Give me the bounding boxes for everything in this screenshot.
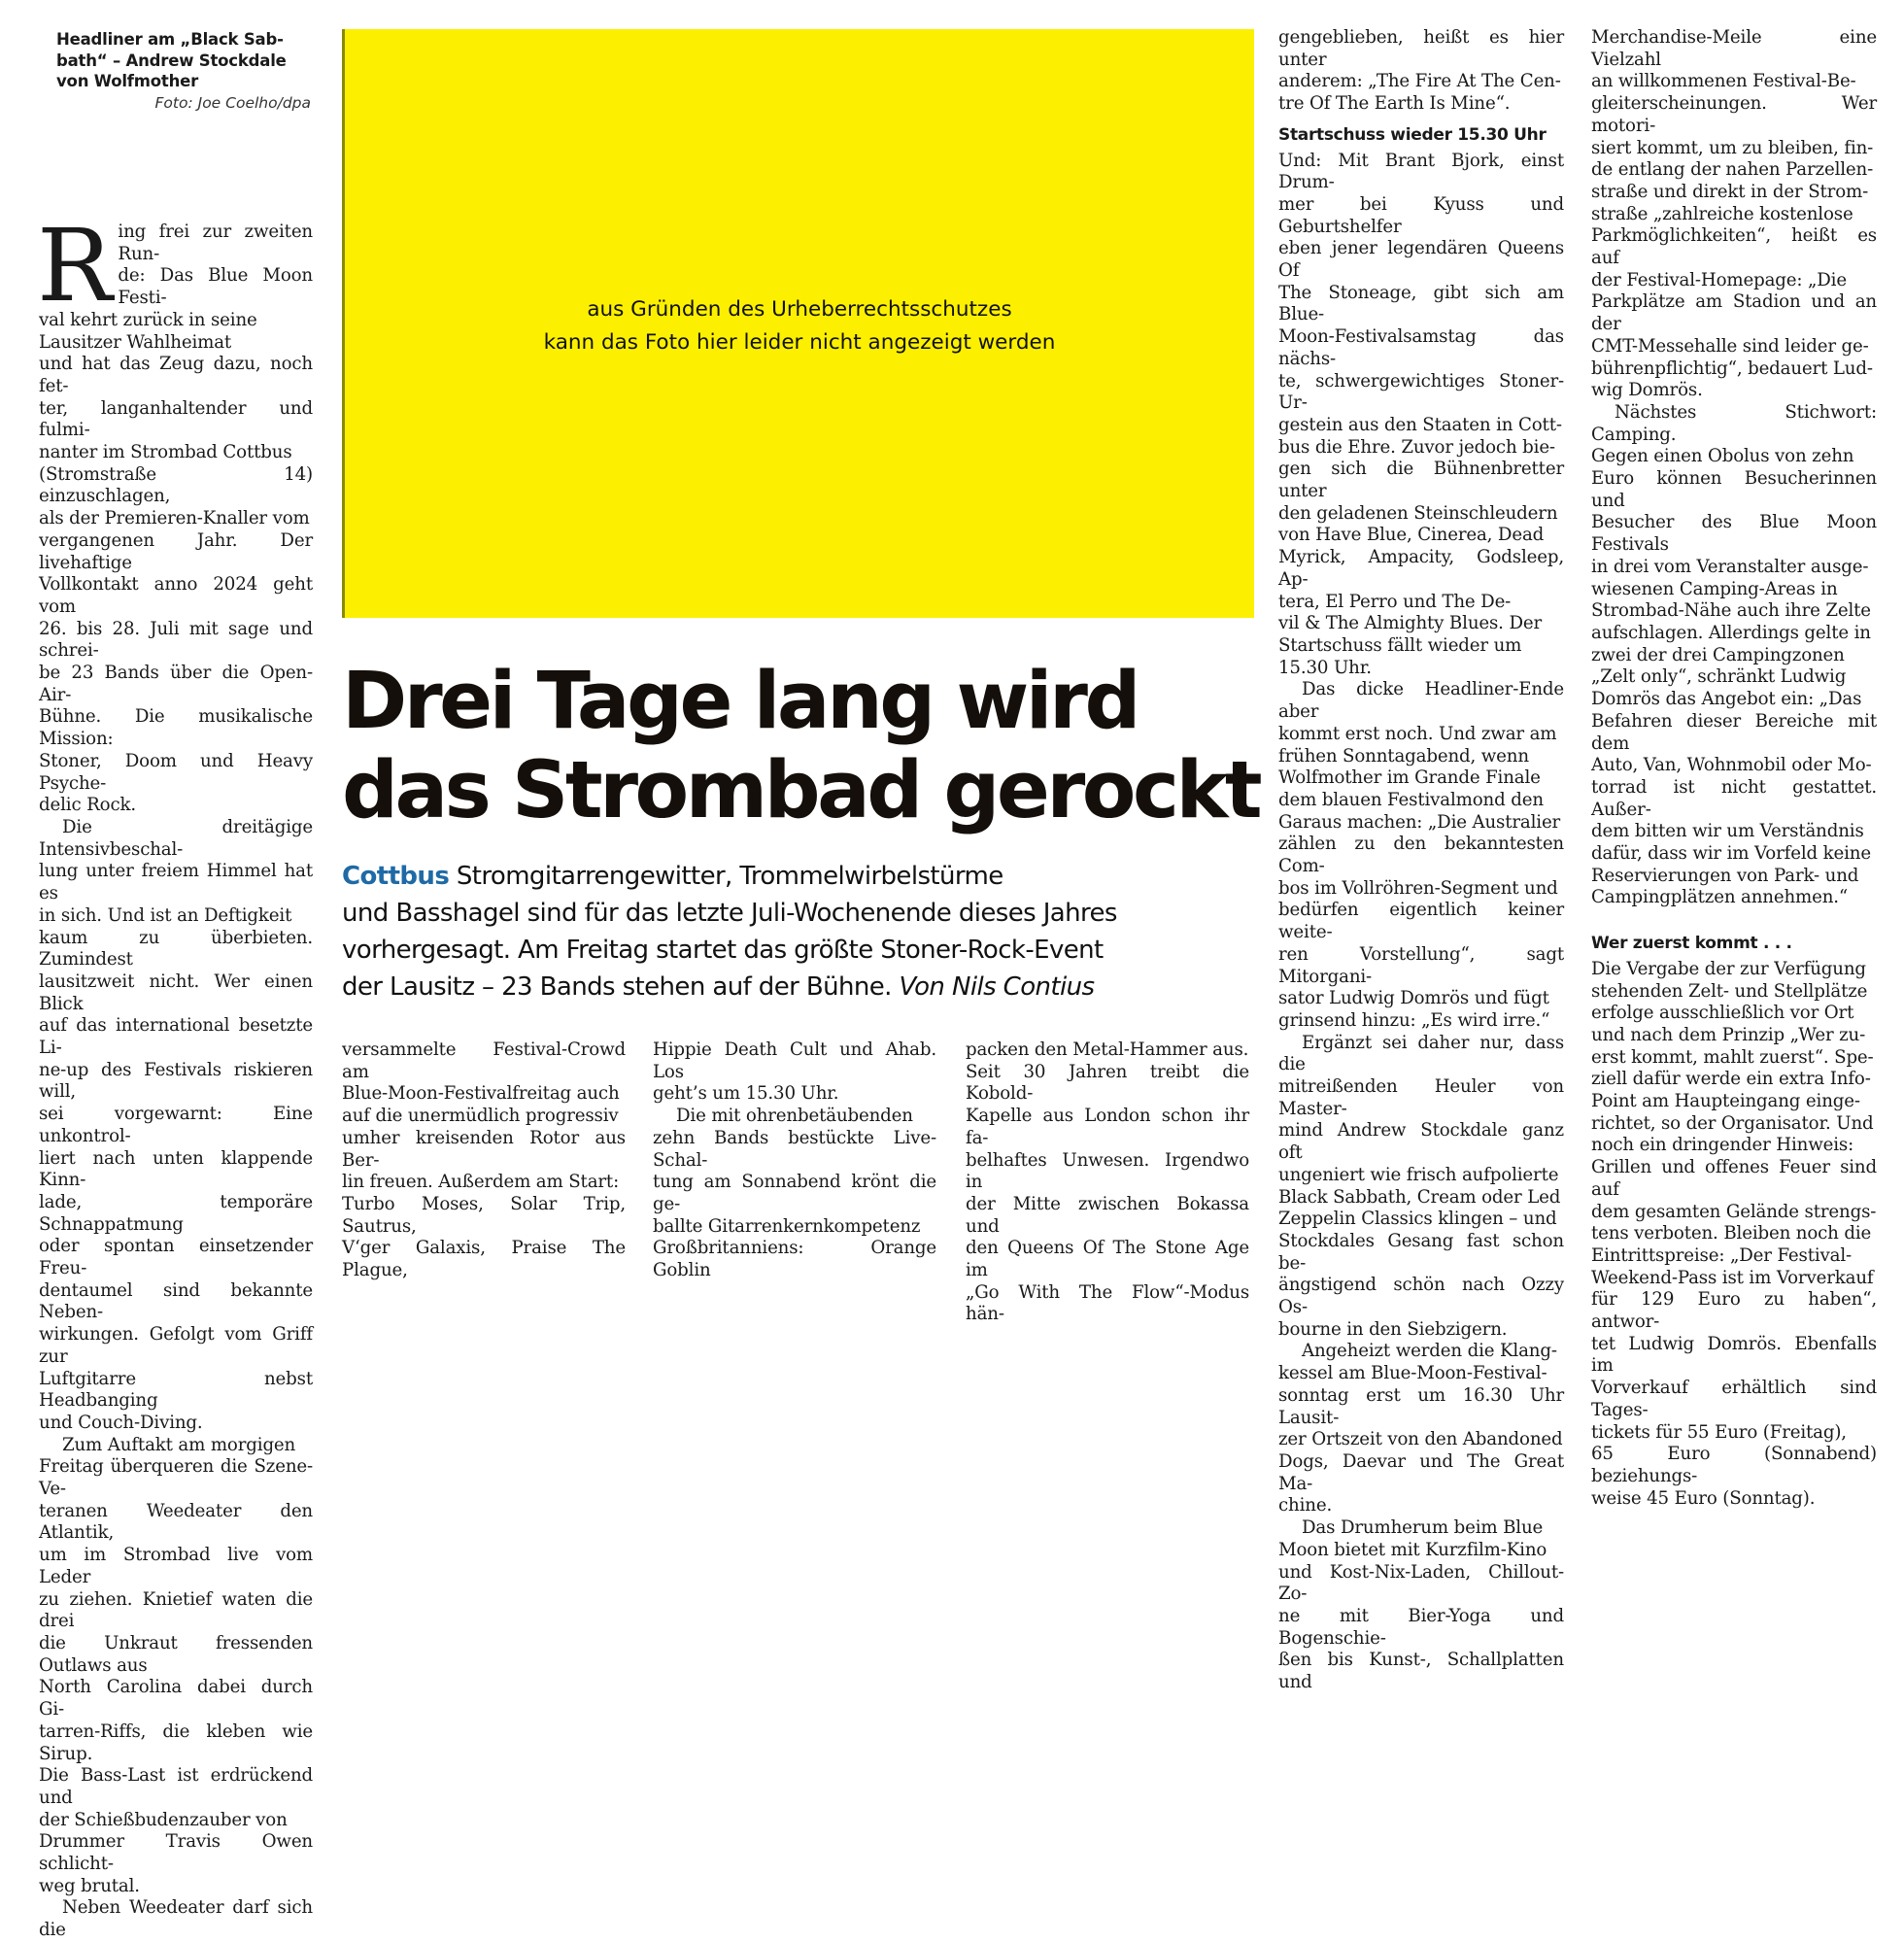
paragraph: versammelte Festival-Crowd am Blue-Moon-Festivalfreitag auch auf die unermüdlich progressiv umher kreisenden Rotor aus Ber- lin freuen. Außerdem am Start: Turbo Moses, Solar Trip, Sautrus, V‘ger Galaxis, Praise The Plague,	[342, 1039, 626, 1281]
paragraph: Zum Auftakt am morgigen Freitag überqueren die Szene-Ve- teranen Weedeater den Atlantik, um im Strombad live vom Leder zu ziehen. Knietief waten die drei die Unkraut fressenden Outlaws aus North Carolina dabei durch Gi- tarren-Riffs, die kleben wie Sirup. Die Bass-Last ist erdrückend und der Schießbudenzauber von Drummer Travis Owen schlicht- weg brutal.	[39, 1434, 313, 1896]
article-column-5	[1278, 27, 1564, 1694]
dateline-place: Cottbus	[342, 862, 450, 891]
paragraph: Ergänzt sei daher nur, dass die mitreißenden Heuler von Master- mind Andrew Stockdale ganz oft ungeniert wie frisch aufpolierte Black Sabbath, Cream oder Led Zeppelin Classics klingen – und Stockdales Gesang fast schon be- ängstigend schön nach Ozzy Os- bourne in den Siebzigern.	[1278, 1032, 1564, 1340]
paragraph: Neben Weedeater darf sich die	[39, 1897, 313, 1941]
copyright-notice-line-2: kann das Foto hier leider nicht angezeigt werden	[543, 330, 1056, 355]
teaser	[342, 858, 1275, 1005]
paragraph	[37, 208, 313, 817]
paragraph: Das dicke Headliner-Ende aber kommt erst noch. Und zwar am frühen Sonntagabend, wenn Wolfmother im Grande Finale dem blauen Festivalmond den Garaus machen: „Die Australier zählen zu den bekanntesten Com- bos im Vollröhren-Segment und bedürfen eigentlich keiner weite- ren Vorstellung“, sagt Mitorgani- sator Ludwig Domrös und fügt grinsend hinzu: „Es wird irre.“	[1278, 679, 1564, 1031]
drop-cap: R	[37, 208, 113, 324]
article-column-3	[653, 1039, 936, 1282]
copyright-notice	[345, 293, 1254, 359]
article-column-1	[37, 208, 313, 1942]
paragraph: Und: Mit Brant Bjork, einst Drum- mer bei Kyuss und Geburtshelfer eben jener legendären Queens Of The Stoneage, gibt sich am Blue- Moon-Festivalsamstag das nächs- te, schwergewichtiges Stoner-Ur- gestein aus den Staaten in Cott- bus die Ehre. Zuvor jedoch bie- gen sich die Bühnenbretter unter den geladenen Steinschleudern von Have Blue, Cinerea, Dead Myrick, Ampacity, Godsleep, Ap- tera, El Perro und The De- vil & The Almighty Blues. Der Startschuss fällt wieder um 15.30 Uhr.	[1278, 150, 1564, 678]
paragraph: Nächstes Stichwort: Camping. Gegen einen Obolus von zehn Euro können Besucherinnen und Besucher des Blue Moon Festivals in drei vom Veranstalter ausge- wiesenen Camping-Areas in Strombad-Nähe auch ihre Zelte aufschlagen. Allerdings gelte in zwei der drei Campingzonen „Zelt only“, schränkt Ludwig Domrös das Angebot ein: „Das Befahren dieser Bereiche mit dem Auto, Van, Wohnmobil oder Mo- torrad ist nicht gestattet. Außer- dem bitten wir um Verständnis dafür, dass wir im Vorfeld keine Reservierungen von Park- und Campingplätzen annehmen.“	[1591, 401, 1877, 908]
paragraph: Die dreitägige Intensivbeschal- lung unter freiem Himmel hat es in sich. Und ist an Deftigkeit kaum zu überbieten. Zumindest lausitzweit nicht. Wer einen Blick auf das international besetzte Li- ne-up des Festivals riskieren will, sei vorgewarnt: Eine unkontrol- liert nach unten klappende Kinn- lade, temporäre Schnappatmung oder spontan einsetzender Freu- dentaumel sind bekannte Neben- wirkungen. Gefolgt vom Griff zur Luftgitarre nebst Headbanging und Couch-Diving.	[39, 816, 313, 1433]
article-column-2	[342, 1039, 626, 1282]
photo-placeholder	[342, 29, 1254, 618]
paragraph: Das Drumherum beim Blue Moon bietet mit Kurzfilm-Kino und Kost-Nix-Laden, Chillout-Zo- ne mit Bier-Yoga und Bogenschie- ßen bis Kunst-, Schallplatten und	[1278, 1517, 1564, 1693]
subheading: Wer zuerst kommt . . .	[1591, 934, 1792, 954]
paragraph: Merchandise-Meile eine Vielzahl an willkommenen Festival-Be- gleiterscheinungen. Wer motori- siert kommt, um zu bleiben, fin- de entlang der nahen Parzellen- straße und direkt in der Strom- straße „zahlreiche kostenlose Parkmöglichkeiten“, heißt es auf der Festival-Homepage: „Die Parkplätze am Stadion und an der CMT-Messehalle sind leider ge- bührenpflichtig“, bedauert Lud- wig Domrös.	[1591, 27, 1877, 401]
photo-caption: Headliner am „Black Sab- bath“ – Andrew Stockdale von Wolfmother	[56, 30, 287, 90]
paragraph-text: ing frei zur zweiten Run- de: Das Blue Moon Festi- val kehrt zurück in seine Lausitzer Wahlheimat und hat das Zeug dazu, noch fet- ter, langanhaltender und fulmi- nanter im Strombad Cottbus (Stromstraße 14) einzuschlagen, als der Premieren-Knaller vom vergangenen Jahr. Der livehaftige Vollkontakt anno 2024 geht vom 26. bis 28. Juli mit sage und schrei- be 23 Bands über die Open-Air- Bühne. Die musikalische Mission: Stoner, Doom und Heavy Psyche- delic Rock.	[39, 221, 313, 816]
photo-credit: Foto: Joe Coelho/dpa	[154, 94, 311, 112]
paragraph: packen den Metal-Hammer aus. Seit 30 Jahren treibt die Kobold- Kapelle aus London schon ihr fa- belhaftes Unwesen. Irgendwo in der Mitte zwischen Bokassa und den Queens Of The Stone Age im „Go With The Flow“-Modus hän-	[966, 1039, 1249, 1325]
subheading: Startschuss wieder 15.30 Uhr	[1278, 124, 1547, 145]
paragraph: Hippie Death Cult und Ahab. Los geht’s um 15.30 Uhr.	[653, 1039, 936, 1105]
author-byline: Von Nils Contius	[899, 972, 1095, 1002]
copyright-notice-line-1: aus Gründen des Urheberrechtsschutzes	[587, 297, 1012, 322]
paragraph: gengeblieben, heißt es hier unter anderem: „The Fire At The Cen- tre Of The Earth Is Mine“.	[1278, 27, 1564, 115]
paragraph: Die Vergabe der zur Verfügung stehenden Zelt- und Stellplätze erfolge ausschließlich vor Ort und nach dem Prinzip „Wer zu- erst kommt, mahlt zuerst“. Spe- ziell dafür werde ein extra Info- Point am Haupteingang einge- richtet, so der Organisator. Und noch ein dringender Hinweis: Grillen und offenes Feuer sind auf dem gesamten Gelände strengs- tens verboten. Bleiben noch die Eintrittspreise: „Der Festival- Weekend-Pass ist im Vorverkauf für 129 Euro zu haben“, antwor- tet Ludwig Domrös. Ebenfalls im Vorverkauf erhältlich sind Tages- tickets für 55 Euro (Freitag), 65 Euro (Sonnabend) beziehungs- weise 45 Euro (Sonntag).	[1591, 958, 1877, 1509]
teaser-text: Stromgitarrengewitter, Trommelwirbelstürme und Basshagel sind für das letzte Juli-Wochenende dieses Jahres vorhergesagt. Am Freitag startet das größte Stoner-Rock-Event der Lausitz – 23 Bands stehen auf der Bühne.	[342, 862, 1117, 1002]
headline: Drei Tage lang wird das Strombad gerockt	[342, 656, 1260, 836]
paragraph: Angeheizt werden die Klang- kessel am Blue-Moon-Festival- sonntag erst um 16.30 Uhr Lausit- zer Ortszeit von den Abandoned Dogs, Daevar und The Great Ma- chine.	[1278, 1341, 1564, 1516]
paragraph: Die mit ohrenbetäubenden zehn Bands bestückte Live-Schal- tung am Sonnabend krönt die ge- ballte Gitarrenkernkompetenz Großbritanniens: Orange Goblin	[653, 1106, 936, 1281]
article-column-6	[1591, 27, 1877, 1510]
article-column-4	[966, 1039, 1249, 1326]
